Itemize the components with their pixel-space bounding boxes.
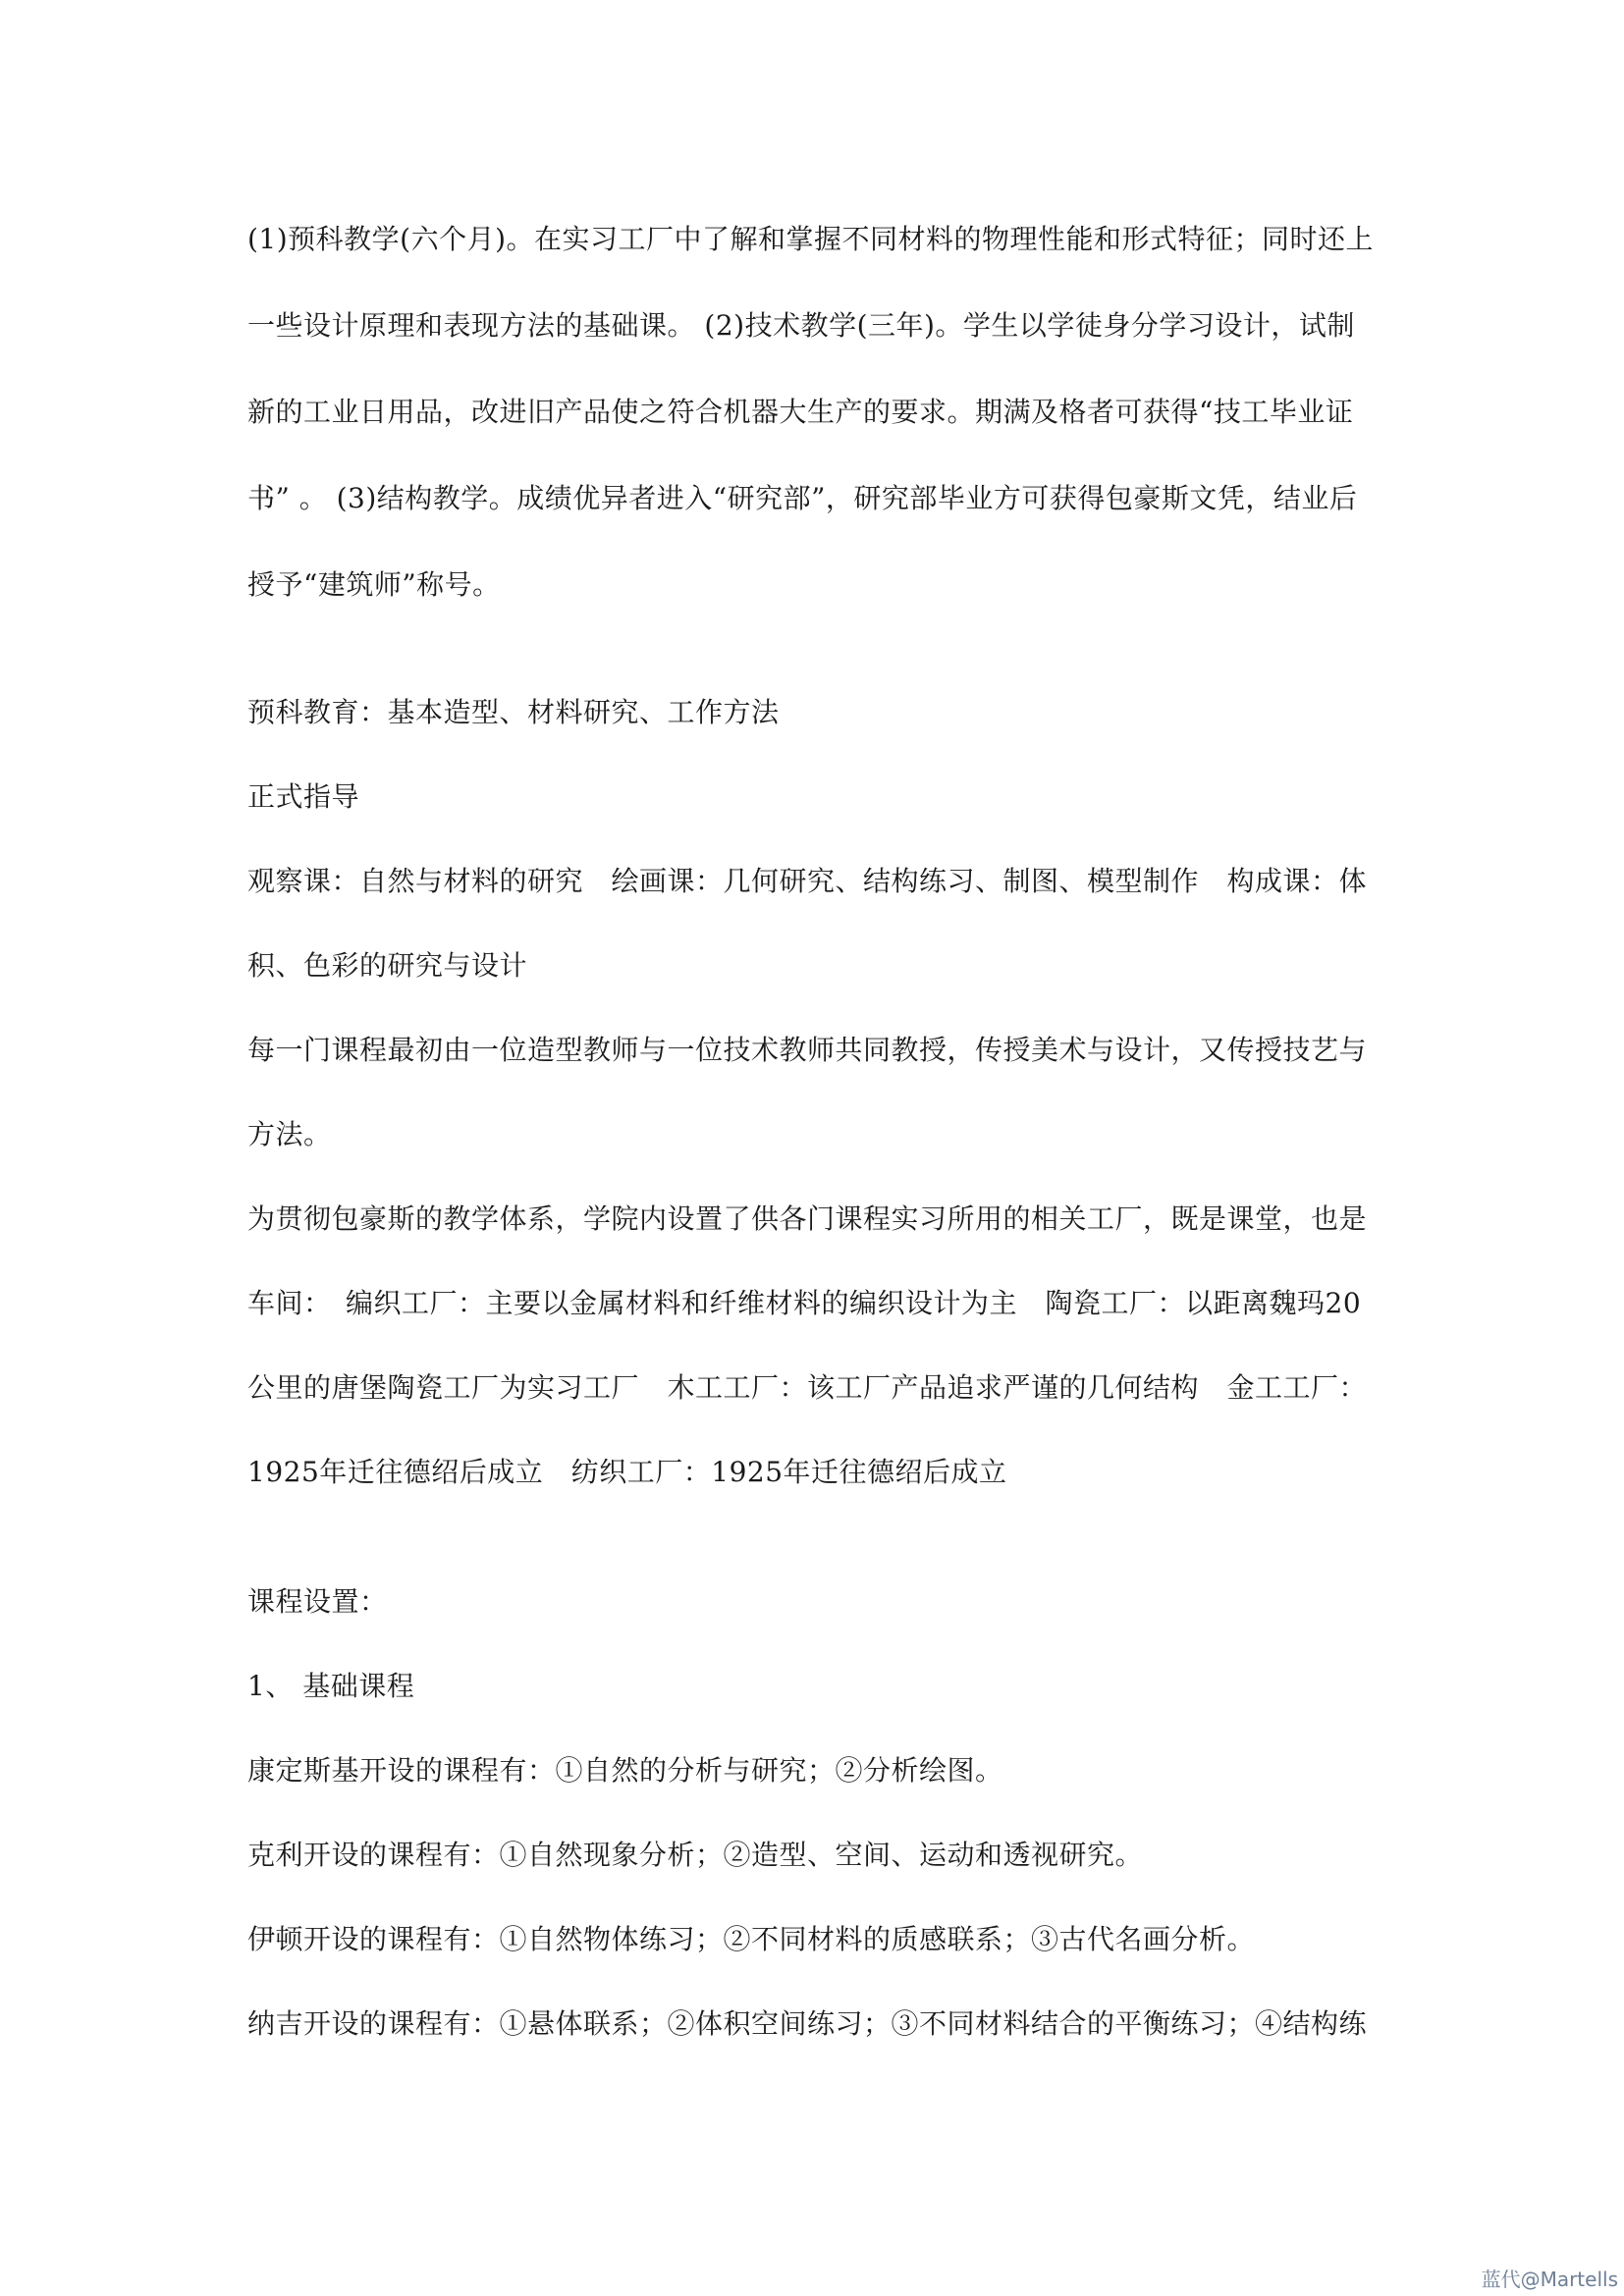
paragraph-line: 授予“建筑师”称号。 (247, 568, 501, 601)
paragraph-line: 车间： 编织工厂：主要以金属材料和纤维材料的编织设计为主 陶瓷工厂：以距离魏玛20 (247, 1287, 1362, 1319)
list-heading: 1、 基础课程 (247, 1670, 415, 1702)
watermark: 蓝代@Martells (1481, 2268, 1618, 2291)
paragraph-line: 观察课：自然与材料的研究 绘画课：几何研究、结构练习、制图、模型制作 构成课：体 (247, 865, 1368, 897)
paragraph-line: 方法。 (247, 1118, 332, 1150)
paragraph-line: 一些设计原理和表现方法的基础课。 (2)技术教学(三年)。学生以学徒身分学习设计，试制 (247, 309, 1355, 342)
paragraph-line: 为贯彻包豪斯的教学体系，学院内设置了供各门课程实习所用的相关工厂，既是课堂，也是 (247, 1202, 1368, 1235)
list-item: 纳吉开设的课程有：①悬体联系；②体积空间练习；③不同材料结合的平衡练习；④结构练 (247, 2007, 1368, 2040)
section-heading: 课程设置： (247, 1585, 388, 1618)
paragraph-line: 1925年迁往德绍后成立 纺织工厂：1925年迁往德绍后成立 (247, 1456, 1007, 1488)
list-item: 康定斯基开设的课程有：①自然的分析与研究；②分析绘图。 (247, 1754, 1003, 1787)
list-item: 克利开设的课程有：①自然现象分析；②造型、空间、运动和透视研究。 (247, 1839, 1144, 1871)
section-heading: 预科教育：基本造型、材料研究、工作方法 (247, 696, 780, 728)
paragraph-line: 每一门课程最初由一位造型教师与一位技术教师共同教授，传授美术与设计，又传授技艺与 (247, 1034, 1368, 1066)
paragraph-line: 新的工业日用品，改进旧产品使之符合机器大生产的要求。期满及格者可获得“技工毕业证 (247, 396, 1354, 428)
list-item: 伊顿开设的课程有：①自然物体练习；②不同材料的质感联系；③古代名画分析。 (247, 1923, 1256, 1955)
paragraph-line: 公里的唐堡陶瓷工厂为实习工厂 木工工厂：该工厂产品追求严谨的几何结构 金工工厂： (247, 1371, 1368, 1404)
paragraph-line: (1)预科教学(六个月)。在实习工厂中了解和掌握不同材料的物理性能和形式特征；同时还上 (247, 223, 1375, 255)
paragraph-line: 书” 。 (3)结构教学。成绩优异者进入“研究部”，研究部毕业方可获得包豪斯文凭，结业后 (247, 482, 1358, 514)
paragraph-line: 积、色彩的研究与设计 (247, 949, 528, 982)
section-heading: 正式指导 (247, 780, 360, 813)
